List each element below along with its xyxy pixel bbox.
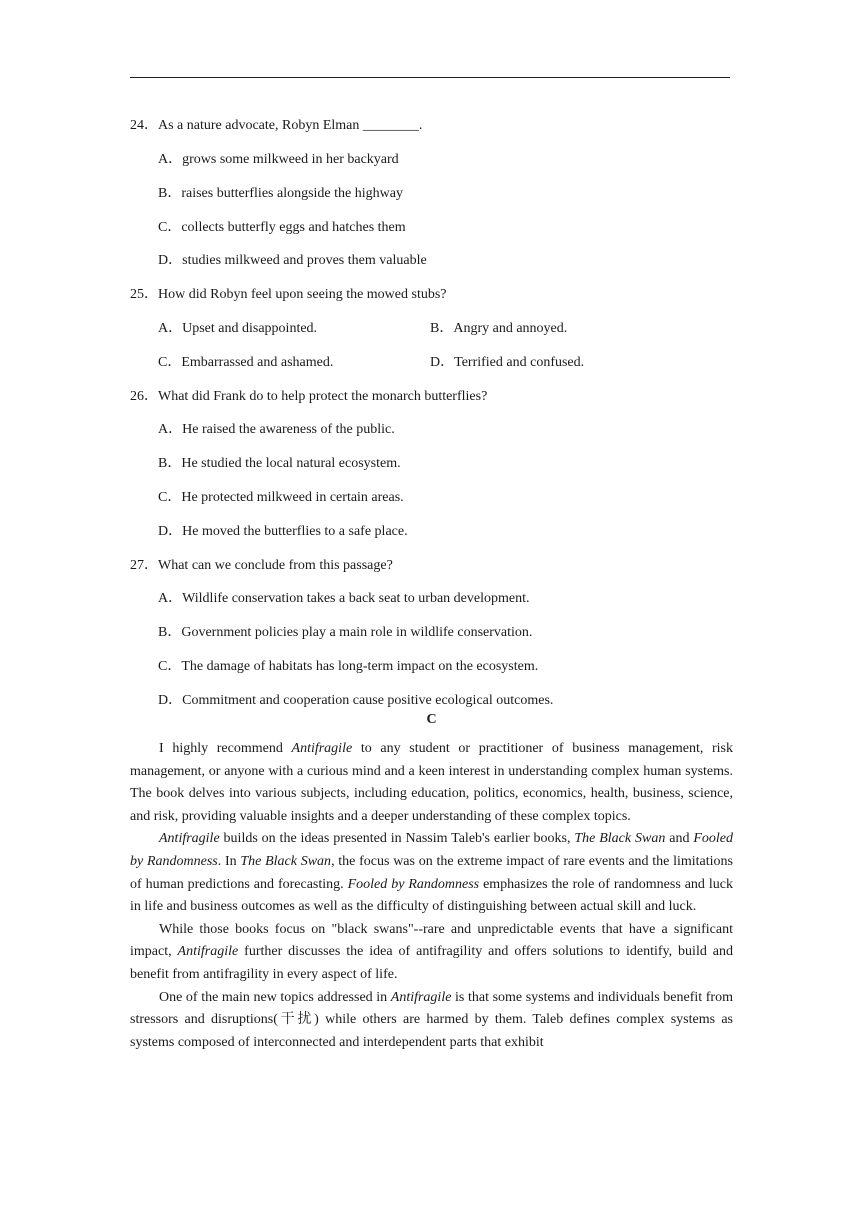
- paragraph-2: [130, 828, 733, 918]
- option-letter: D．: [158, 524, 183, 539]
- option-text: He studied the local natural ecosystem.: [181, 456, 401, 471]
- question-27: [130, 554, 393, 574]
- text-run: While those books focus on "black swans"--rare and unpredictable events that have a significant impact,: [130, 921, 733, 960]
- passage: [130, 738, 733, 1054]
- option-letter: B．: [158, 186, 182, 201]
- option-text: He protected milkweed in certain areas.: [181, 490, 404, 505]
- option-text: grows some milkweed in her backyard: [182, 152, 399, 167]
- book-title: The Black Swan: [574, 831, 666, 847]
- text-run: and: [665, 831, 694, 847]
- option-text: Upset and disappointed.: [182, 321, 318, 336]
- option-letter: C．: [158, 220, 182, 235]
- option-text: collects butterfly eggs and hatches them: [181, 220, 406, 235]
- option-24-c: [158, 216, 406, 236]
- question-stem: What did Frank do to help protect the monarch butterflies?: [158, 389, 488, 404]
- option-letter: A．: [158, 422, 183, 437]
- text-run: . In: [217, 853, 241, 869]
- option-26-a: [158, 418, 395, 438]
- option-letter: C．: [158, 355, 182, 370]
- option-letter: B．: [158, 456, 182, 471]
- text-run: One of the main new topics addressed in: [159, 989, 391, 1005]
- text-run: builds on the ideas presented in Nassim Taleb's earlier books,: [219, 831, 575, 847]
- book-title: The Black Swan: [240, 853, 332, 869]
- option-letter: B．: [158, 625, 182, 640]
- option-text: studies milkweed and proves them valuable: [182, 253, 427, 268]
- option-letter: D．: [430, 355, 455, 370]
- book-title: Antifragile: [177, 944, 239, 960]
- option-text: Terrified and confused.: [454, 355, 585, 370]
- text-run: to any student or practitioner of business management, risk management, or anyone with a curious mind and a keen interest in understanding complex human systems. The book delves into various subjects, including education, politics, economics, health, business, science, and risk, providing valuable insights and a deeper understanding of these complex topics.: [130, 741, 733, 824]
- option-27-c: [158, 655, 538, 675]
- option-27-a: [158, 587, 530, 607]
- question-stem: How did Robyn feel upon seeing the mowed stubs?: [158, 287, 447, 302]
- option-text: He moved the butterflies to a safe place.: [182, 524, 408, 539]
- text-run: is that some systems and individuals benefit from stressors and disruptions(干扰) while others are harmed by them. Taleb defines complex systems as systems composed of interconnected and interdependent parts that exhibit: [130, 989, 733, 1050]
- option-26-b: [158, 452, 401, 472]
- option-24-b: [158, 182, 403, 202]
- book-title: Antifragile: [159, 831, 220, 847]
- option-letter: A．: [158, 321, 183, 336]
- header-rule: [130, 77, 730, 78]
- text-run: further discusses the idea of antifragility and offers solutions to identify, build and benefit from antifragility in every aspect of life.: [130, 944, 733, 982]
- option-letter: D．: [158, 253, 183, 268]
- option-26-d: [158, 520, 408, 540]
- option-letter: C．: [158, 659, 182, 674]
- option-24-a: [158, 148, 399, 168]
- question-number: 25．: [130, 287, 158, 302]
- option-text: Angry and annoyed.: [453, 321, 568, 336]
- option-letter: B．: [430, 321, 454, 336]
- question-stem: As a nature advocate, Robyn Elman ________.: [158, 118, 423, 133]
- text-run: , the focus was on the extreme impact of rare events and the limitations of human predictions and forecasting.: [130, 853, 733, 892]
- option-25-c: [158, 351, 333, 371]
- question-number: 24．: [130, 118, 158, 133]
- question-26: [130, 385, 487, 405]
- paragraph-1: [130, 738, 733, 828]
- question-24: [130, 114, 422, 134]
- book-title: Fooled by Randomness: [130, 831, 733, 869]
- option-text: Commitment and cooperation cause positive ecological outcomes.: [182, 693, 554, 708]
- option-text: Wildlife conservation takes a back seat to urban development.: [182, 591, 530, 606]
- paragraph-4: [130, 987, 733, 1055]
- text-run: I highly recommend: [159, 741, 292, 756]
- option-text: Embarrassed and ashamed.: [181, 355, 334, 370]
- option-letter: C．: [158, 490, 182, 505]
- option-text: Government policies play a main role in wildlife conservation.: [181, 625, 533, 640]
- question-number: 26．: [130, 389, 158, 404]
- option-letter: A．: [158, 591, 183, 606]
- text-run: emphasizes the role of randomness and luck in life and business outcomes as well as the difficulty of distinguishing between actual skill and luck.: [130, 876, 733, 915]
- option-26-c: [158, 486, 404, 506]
- section-title: C: [426, 712, 437, 727]
- option-text: The damage of habitats has long-term impact on the ecosystem.: [181, 659, 539, 674]
- option-text: raises butterflies alongside the highway: [181, 186, 403, 201]
- option-letter: D．: [158, 693, 183, 708]
- question-25: [130, 283, 447, 303]
- book-title: Fooled by Randomness: [347, 876, 480, 892]
- option-27-b: [158, 621, 532, 641]
- question-stem: What can we conclude from this passage?: [158, 558, 393, 573]
- option-25-d: [430, 351, 584, 371]
- option-27-d: [158, 689, 553, 709]
- question-number: 27．: [130, 558, 158, 573]
- book-title: Antifragile: [390, 989, 452, 1005]
- option-25-a: [158, 317, 317, 337]
- paragraph-3: [130, 919, 733, 987]
- book-title: Antifragile: [291, 741, 353, 756]
- option-letter: A．: [158, 152, 183, 167]
- option-text: He raised the awareness of the public.: [182, 422, 395, 437]
- option-24-d: [158, 249, 427, 269]
- option-25-b: [430, 317, 567, 337]
